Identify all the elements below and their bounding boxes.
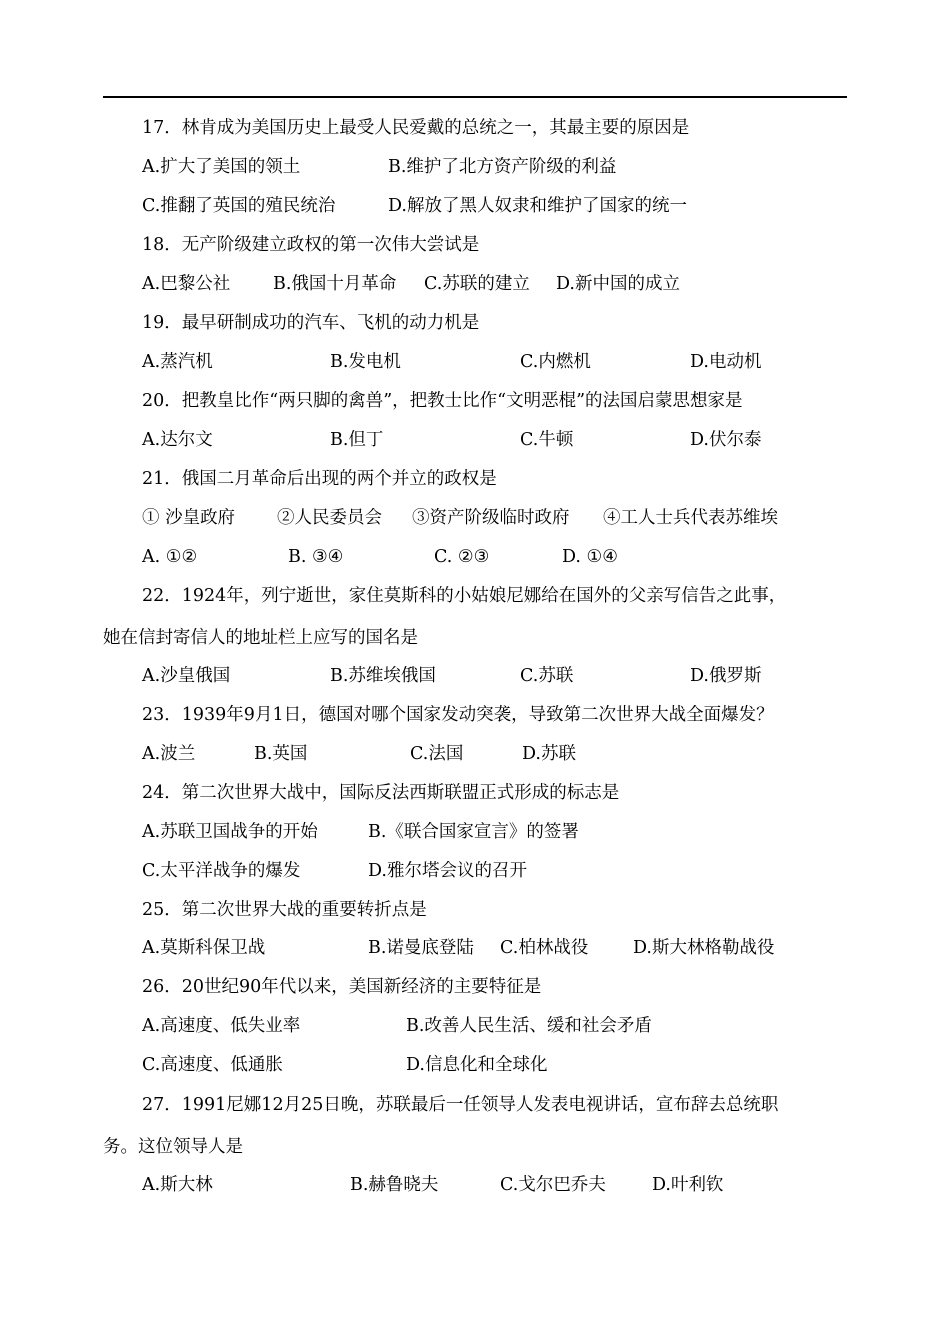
question-27-option-c: C.戈尔巴乔夫 xyxy=(500,1175,606,1195)
question-27-option-b: B.赫鲁晓夫 xyxy=(350,1175,439,1195)
question-17-option-b: B.维护了北方资产阶级的利益 xyxy=(388,157,617,177)
question-23-option-c: C.法国 xyxy=(410,744,464,764)
question-21-stem: 21．俄国二月革命后出现的两个并立的政权是 xyxy=(142,469,497,489)
question-25-option-a: A.莫斯科保卫战 xyxy=(142,938,266,958)
question-21-item-2: ②人民委员会 xyxy=(277,508,382,528)
question-20-option-d: D.伏尔泰 xyxy=(690,430,762,450)
question-22-option-c: C.苏联 xyxy=(520,666,574,686)
question-21-option-b: B. ③④ xyxy=(288,547,344,567)
question-27-stem-line-1: 27．1991尼娜12月25日晚，苏联最后一任领导人发表电视讲话，宣布辞去总统职 xyxy=(142,1095,779,1115)
question-19-option-a: A.蒸汽机 xyxy=(142,352,213,372)
question-20-option-c: C.牛顿 xyxy=(520,430,574,450)
question-17-option-c: C.推翻了英国的殖民统治 xyxy=(142,196,336,216)
question-23-option-b: B.英国 xyxy=(254,744,308,764)
question-20-option-a: A.达尔文 xyxy=(142,430,213,450)
question-25-option-c: C.柏林战役 xyxy=(500,938,589,958)
question-22-stem-line-1: 22．1924年，列宁逝世，家住莫斯科的小姑娘尼娜给在国外的父亲写信告之此事， xyxy=(142,586,787,606)
question-25-stem: 25．第二次世界大战的重要转折点是 xyxy=(142,900,427,920)
question-26-option-b: B.改善人民生活、缓和社会矛盾 xyxy=(406,1016,652,1036)
question-24-option-c: C.太平洋战争的爆发 xyxy=(142,861,301,881)
question-23-stem: 23．1939年9月1日，德国对哪个国家发动突袭，导致第二次世界大战全面爆发？ xyxy=(142,705,774,725)
question-21-item-4: ④工人士兵代表苏维埃 xyxy=(603,508,778,528)
question-17-option-d: D.解放了黑人奴隶和维护了国家的统一 xyxy=(388,196,687,216)
question-21-item-3: ③资产阶级临时政府 xyxy=(412,508,570,528)
question-26-option-a: A.高速度、低失业率 xyxy=(142,1016,301,1036)
question-21-option-c: C. ②③ xyxy=(434,547,490,567)
question-27-option-a: A.斯大林 xyxy=(142,1175,213,1195)
question-19-option-c: C.内燃机 xyxy=(520,352,591,372)
question-17-option-a: A.扩大了美国的领土 xyxy=(142,157,301,177)
question-17-stem: 17．林肯成为美国历史上最受人民爱戴的总统之一，其最主要的原因是 xyxy=(142,118,690,138)
question-20-option-b: B.但丁 xyxy=(330,430,384,450)
question-27-stem-line-2: 务。这位领导人是 xyxy=(103,1137,243,1157)
question-22-option-b: B.苏维埃俄国 xyxy=(330,666,436,686)
question-18-option-b: B.俄国十月革命 xyxy=(273,274,397,294)
question-25-option-d: D.斯大林格勒战役 xyxy=(633,938,775,958)
question-21-item-1: ① 沙皇政府 xyxy=(142,508,236,528)
question-23-option-d: D.苏联 xyxy=(522,744,576,764)
header-rule xyxy=(103,96,847,98)
question-22-option-d: D.俄罗斯 xyxy=(690,666,762,686)
question-22-stem-line-2: 她在信封寄信人的地址栏上应写的国名是 xyxy=(103,628,418,648)
question-21-option-d: D. ①④ xyxy=(562,547,618,567)
question-19-option-b: B.发电机 xyxy=(330,352,401,372)
question-19-stem: 19．最早研制成功的汽车、飞机的动力机是 xyxy=(142,313,480,333)
question-22-option-a: A.沙皇俄国 xyxy=(142,666,231,686)
question-25-option-b: B.诺曼底登陆 xyxy=(368,938,474,958)
question-18-option-a: A.巴黎公社 xyxy=(142,274,231,294)
question-27-option-d: D.叶利钦 xyxy=(652,1175,724,1195)
question-24-option-d: D.雅尔塔会议的召开 xyxy=(368,861,527,881)
question-19-option-d: D.电动机 xyxy=(690,352,762,372)
question-18-option-c: C.苏联的建立 xyxy=(424,274,530,294)
question-24-option-b: B.《联合国家宣言》的签署 xyxy=(368,822,579,842)
question-24-stem: 24．第二次世界大战中，国际反法西斯联盟正式形成的标志是 xyxy=(142,783,620,803)
question-24-option-a: A.苏联卫国战争的开始 xyxy=(142,822,318,842)
question-18-stem: 18．无产阶级建立政权的第一次伟大尝试是 xyxy=(142,235,480,255)
question-26-stem: 26．20世纪90年代以来，美国新经济的主要特征是 xyxy=(142,977,542,997)
question-26-option-c: C.高速度、低通胀 xyxy=(142,1055,283,1075)
question-18-option-d: D.新中国的成立 xyxy=(556,274,680,294)
question-20-stem: 20．把教皇比作“两只脚的禽兽”，把教士比作“文明恶棍”的法国启蒙思想家是 xyxy=(142,391,743,411)
question-26-option-d: D.信息化和全球化 xyxy=(406,1055,548,1075)
question-21-option-a: A. ①② xyxy=(142,547,198,567)
question-23-option-a: A.波兰 xyxy=(142,744,196,764)
